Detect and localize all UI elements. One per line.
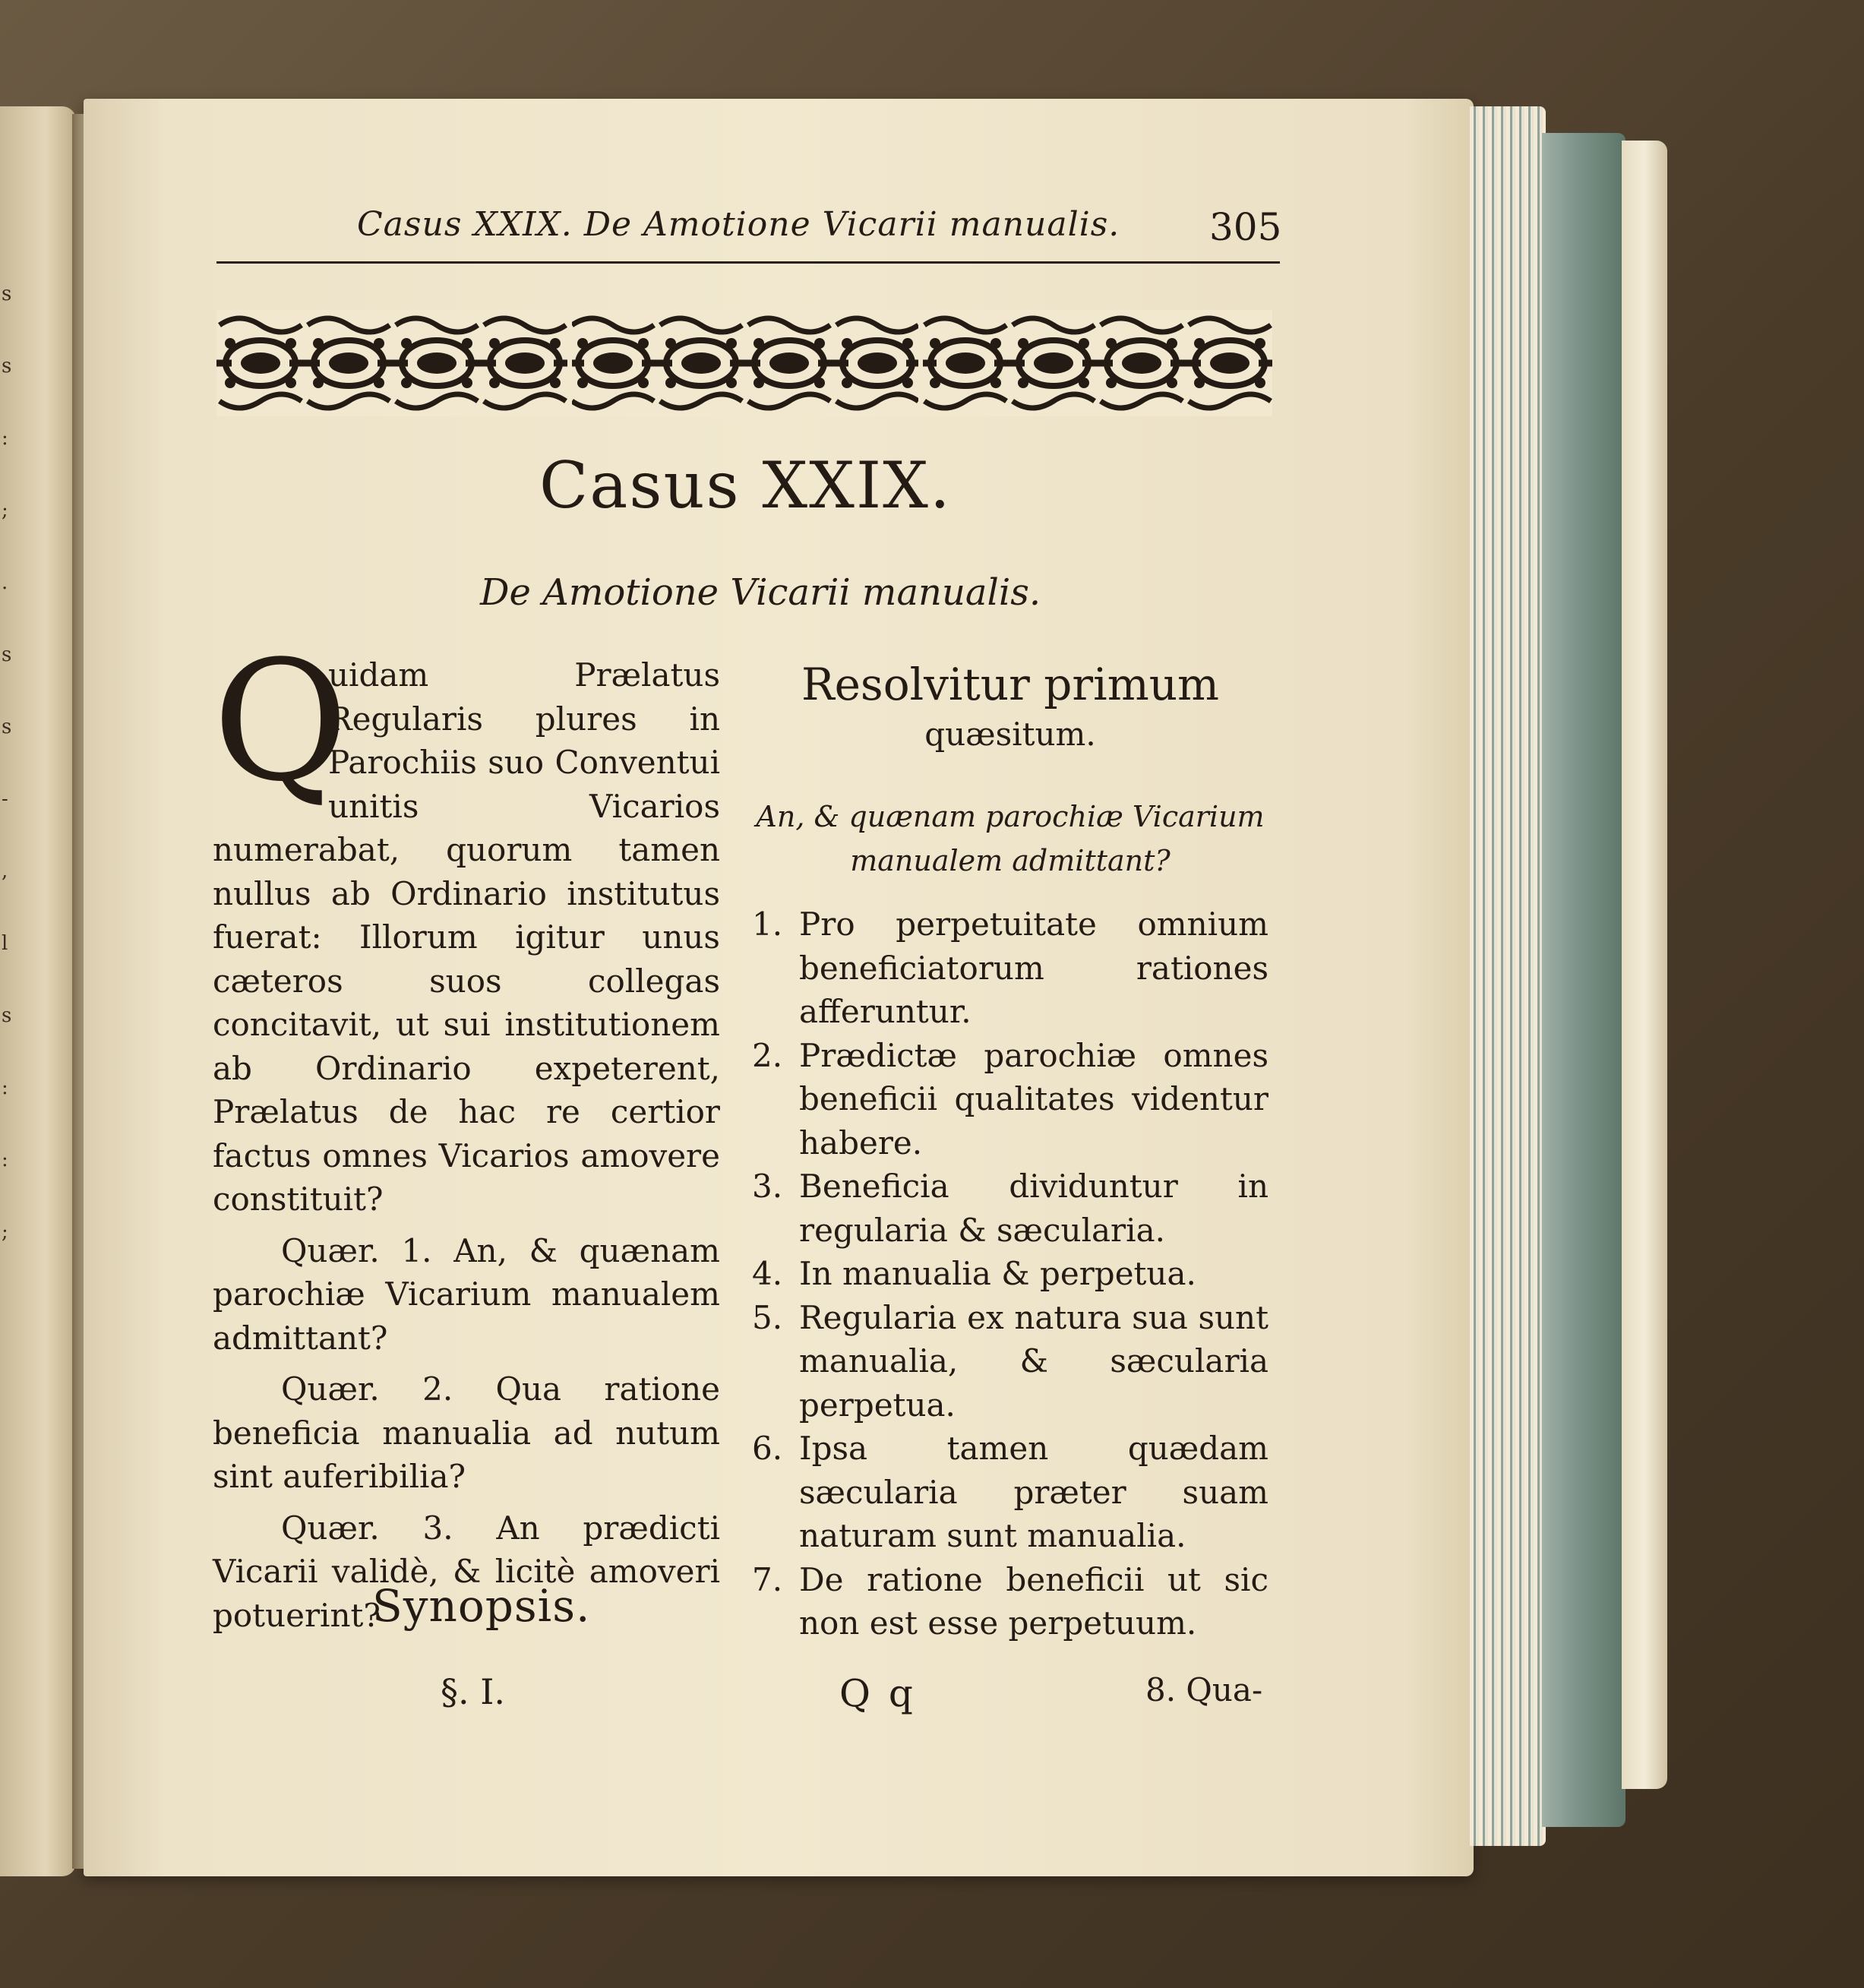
question-label: Quær. 2. (281, 1370, 453, 1408)
chapter-title: Casus XXIX. (539, 448, 952, 523)
item-number: 7. (752, 1560, 783, 1598)
case-statement (213, 626, 720, 1222)
chapter-subtitle: De Amotione Vicarii manualis. (480, 571, 1041, 614)
item-text: Prædictæ parochiæ omnes beneficii qualitates videntur habere. (799, 1036, 1268, 1162)
list-item (752, 1165, 1268, 1252)
list-item (752, 1252, 1268, 1296)
item-text: In manualia & perpetua. (799, 1255, 1196, 1292)
synopsis-list (752, 902, 1268, 1645)
item-number: 5. (752, 1298, 783, 1336)
resolution-heading: Resolvitur primum (801, 659, 1220, 710)
running-head: Casus XXIX. De Amotione Vicarii manualis. (357, 205, 1120, 244)
item-number: 4. (752, 1255, 783, 1292)
list-item (752, 1558, 1268, 1645)
question-label: Quær. 1. (281, 1231, 432, 1269)
list-item (752, 1034, 1268, 1165)
case-text: uidam Prælatus Regularis plures in Parochiis suo Conventui unitis Vicarios numerabat, quorum tamen nullus ab Ordinario institutus fuerat: Illorum igitur unus cæteros suos collegas concitavit, ut sui institutionem ab Ordinario expeterent, Prælatus de hac re certior factus omnes Vicarios amovere constituit? (213, 656, 720, 1218)
synopsis-title: Synopsis. (372, 1580, 591, 1632)
right-column (752, 653, 1268, 1645)
list-item (752, 1427, 1268, 1558)
resolution-subheading: quæsitum. (924, 716, 1096, 753)
resolution-question: An, & quænam parochiæ Vicarium manualem admittant? (756, 800, 1265, 877)
page-number: 305 (1209, 205, 1282, 249)
question-2 (213, 1367, 720, 1499)
section-label: §. I. (441, 1671, 506, 1712)
item-text: De ratione beneficii ut sic non est esse perpetuum. (799, 1560, 1268, 1642)
item-number: 2. (752, 1036, 783, 1074)
item-text: Regularia ex natura sua sunt manualia, & sæcularia perpetua. (799, 1298, 1268, 1424)
question-text: An, & quænam parochiæ Vicarium manualem admittant? (213, 1231, 720, 1357)
list-item (752, 1296, 1268, 1427)
list-item (752, 902, 1268, 1034)
item-text: Ipsa tamen quædam sæcularia præter suam naturam sunt manualia. (799, 1430, 1268, 1554)
question-1 (213, 1229, 720, 1361)
header-rule (216, 261, 1280, 264)
drop-cap: Q (213, 626, 349, 818)
item-number: 6. (752, 1430, 783, 1467)
item-number: 3. (752, 1168, 783, 1205)
left-column (213, 626, 721, 1637)
catchword: 8. Qua- (1145, 1671, 1263, 1708)
question-text: An prædicti Vicarii validè, & licitè amoveri potuerint? (213, 1509, 721, 1634)
question-label: Quær. 3. (281, 1509, 453, 1547)
item-text: Pro perpetuitate omnium beneficiatorum rationes afferuntur. (799, 906, 1268, 1030)
ornamental-headpiece (216, 310, 1272, 416)
facing-page-text-fragments: s s : ; . s s - , l s : : ; (2, 283, 12, 1244)
signature-mark: Q q (839, 1671, 916, 1715)
item-text: Beneficia dividuntur in regularia & sæcularia. (799, 1168, 1268, 1249)
question-text: Qua ratione beneficia manualia ad nutum sint auferibilia? (213, 1370, 721, 1495)
item-number: 1. (752, 906, 783, 943)
